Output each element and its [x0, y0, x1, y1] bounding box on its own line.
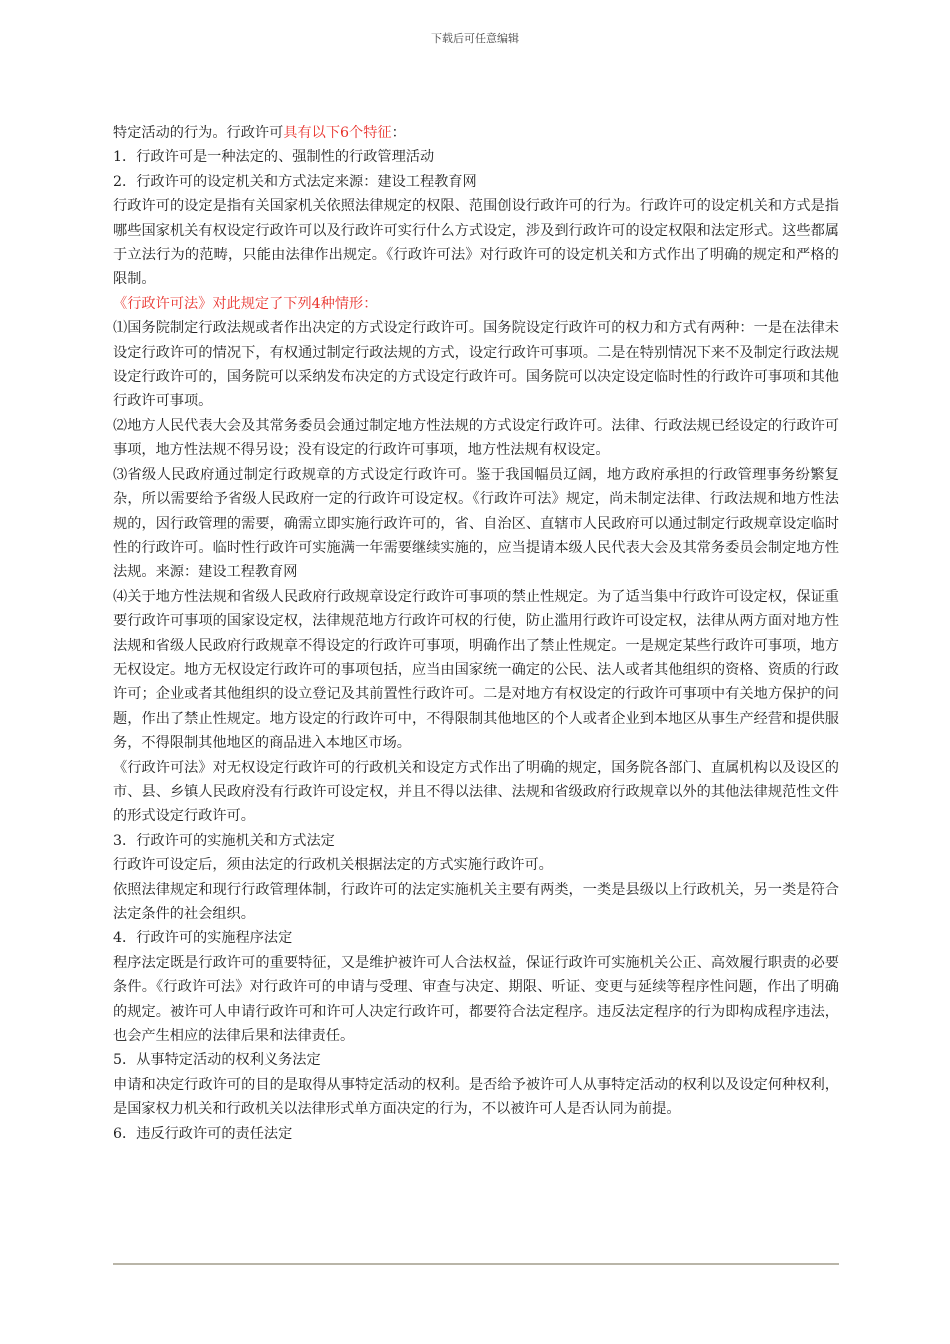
case-paragraph-4: ⑷关于地方性法规和省级人民政府行政规章设定行政许可事项的禁止性规定。为了适当集中行政许可设定权，保证重要行政许可事项的国家设定权，法律规范地方行政许可权的行使，防止滥用行政许可设定权，法律从两方面对地方性法规和省级人民政府行政规章不得设定的行政许可事项，明确作出了禁止性规定。一是规定某些行政许可事项，地方无权设定。地方无权设定行政许可的事项包括，应当由国家统一确定的公民、法人或者其他组织的资格、资质的行政许可；企业或者其他组织的设立登记及其前置性行政许可。二是对地方有权设定的行政许可事项中有关地方保护的问题，作出了禁止性规定。地方设定的行政许可中，不得限制其他地区的个人或者企业到本地区从事生产经营和提供服务，不得限制其他地区的商品进入本地区市场。: [113, 588, 839, 752]
feature-item-5: 5．从事特定活动的权利义务法定: [113, 1052, 321, 1069]
feature-item-2: 2．行政许可的设定机关和方式法定来源：建设工程教育网: [113, 173, 477, 190]
case-paragraph-1: ⑴国务院制定行政法规或者作出决定的方式设定行政许可。国务院设定行政许可的权力和方式有两种：一是在法律未设定行政许可的情况下，有权通过制定行政法规的方式，设定行政许可事项。二是在特别情况下来不及制定行政法规设定行政许可的，国务院可以采纳发布决定的方式设定行政许可。国务院可以决定设定临时性的行政许可事项和其他行政许可事项。: [113, 320, 839, 410]
case-paragraph-2: ⑵地方人民代表大会及其常务委员会通过制定地方性法规的方式设定行政许可。法律、行政法规已经设定的行政许可事项，地方性法规不得另设；没有设定的行政许可事项，地方性法规有权设定。: [113, 417, 839, 459]
procedure-paragraph: 程序法定既是行政许可的重要特征，又是维护被许可人合法权益，保证行政许可实施机关公正、高效履行职责的必要条件。《行政许可法》对行政许可的申请与受理、审查与决定、期限、听证、变更与延续等程序性问题，作出了明确的规定。被许可人申请行政许可和许可人决定行政许可，都要符合法定程序。违反法定程序的行为即构成程序违法，也会产生相应的法律后果和法律责任。: [113, 954, 839, 1045]
intro-colon: ：: [391, 125, 406, 141]
page-header-note: 下载后可任意编辑: [431, 32, 519, 45]
no-right-paragraph: 《行政许可法》对无权设定行政许可的行政机关和设定方式作出了明确的规定，国务院各部门、直属机构以及设区的市、县、乡镇人民政府没有行政许可设定权，并且不得以法律、法规和省级政府行政规章以外的其他法律规范性文件的形式设定行政许可。: [113, 759, 839, 825]
footer-divider: [113, 1263, 839, 1265]
intro-text: 特定活动的行为。行政许可: [113, 125, 284, 141]
setting-paragraph: 行政许可的设定是指有关国家机关依照法律规定的权限、范围创设行政许可的行为。行政许可的设定机关和方式是指哪些国家机关有权设定行政许可以及行政许可实行什么方式设定，涉及到行政许可的设定权限和法定形式。这些都属于立法行为的范畴，只能由法律作出规定。《行政许可法》对行政许可的设定机关和方式作出了明确的规定和严格的限制。: [113, 198, 839, 288]
rights-paragraph: 申请和决定行政许可的目的是取得从事特定活动的权利。是否给予被许可人从事特定活动的权利以及设定何种权利，是国家权力机关和行政机关以法律形式单方面决定的行为，不以被许可人是否认同为前提。: [113, 1076, 839, 1118]
four-cases-heading: 《行政许可法》对此规定了下列4种情形：: [113, 295, 378, 312]
implementation-paragraph-2: 依照法律规定和现行行政管理体制，行政许可的法定实施机关主要有两类，一类是县级以上行政机关，另一类是符合法定条件的社会组织。: [113, 881, 839, 922]
feature-item-6: 6．违反行政许可的责任法定: [113, 1125, 293, 1142]
feature-item-3: 3．行政许可的实施机关和方式法定: [113, 832, 335, 849]
intro-paragraph: [113, 121, 839, 145]
case-paragraph-3: ⑶省级人民政府通过制定行政规章的方式设定行政许可。鉴于我国幅员辽阔，地方政府承担的行政管理事务纷繁复杂，所以需要给予省级人民政府一定的行政许可设定权。《行政许可法》规定，尚未制定法律、行政法规和地方性法规的，因行政管理的需要，确需立即实施行政许可的，省、自治区、直辖市人民政府可以通过制定行政规章设定临时性的行政许可。临时性行政许可实施满一年需要继续实施的，应当提请本级人民代表大会及其常务委员会制定地方性法规。来源：建设工程教育网: [113, 466, 839, 581]
intro-highlight: 具有以下6个特征: [283, 125, 392, 141]
feature-item-1: 1．行政许可是一种法定的、强制性的行政管理活动: [113, 149, 435, 166]
document-body: [113, 121, 839, 1146]
implementation-paragraph-1: 行政许可设定后，须由法定的行政机关根据法定的方式实施行政许可。: [113, 857, 553, 874]
feature-item-4: 4．行政许可的实施程序法定: [113, 930, 293, 947]
